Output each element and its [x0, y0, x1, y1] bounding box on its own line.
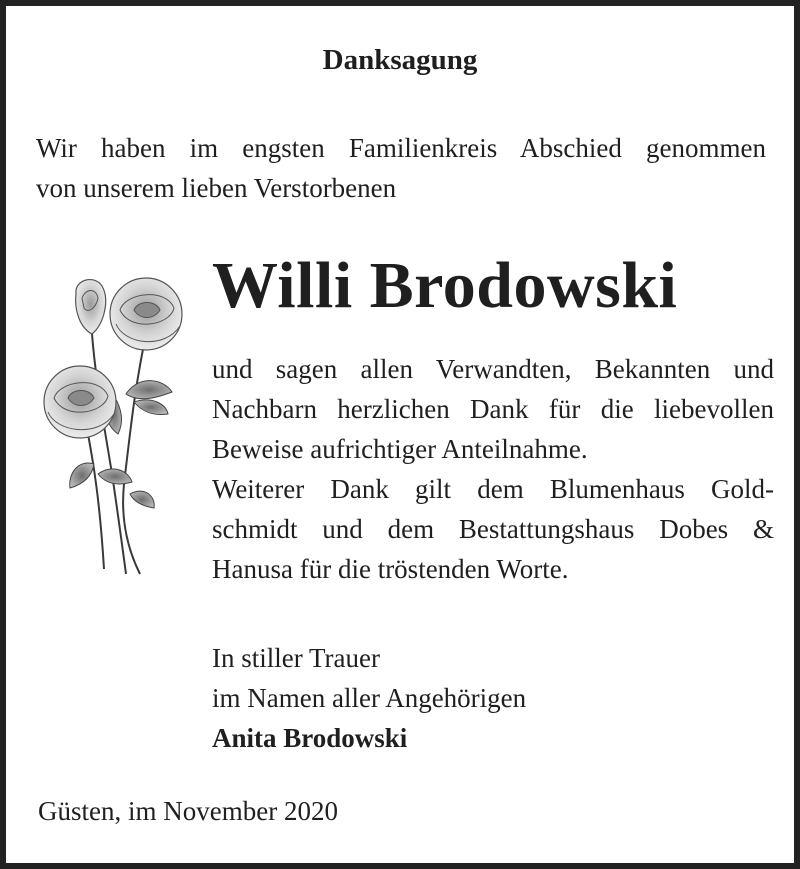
thanks-text — [212, 349, 774, 589]
intro-line: von unserem lieben Verstorbenen — [36, 173, 397, 203]
thanks-line: Weiterer Dank gilt dem Blumenhaus Gold- — [212, 474, 774, 504]
thanks-line: Hanusa für die tröstenden Worte. — [212, 554, 569, 584]
thanks-line: Beweise aufrichtiger Anteilnahme. — [212, 434, 588, 464]
thanks-line: und sagen allen Verwandten, Bekannten und — [212, 354, 774, 384]
intro-line: Wir haben im engsten Familienkreis Abschied genommen — [36, 133, 766, 163]
closing-block — [212, 638, 526, 758]
signer-name: Anita Brodowski — [212, 723, 408, 753]
deceased-name: Willi Brodowski — [212, 249, 678, 322]
roses-illustration — [34, 274, 199, 584]
closing-line: In stiller Trauer — [212, 643, 380, 673]
thanks-line: schmidt und dem Bestattungshaus Dobes & — [212, 514, 774, 544]
place-date: Güsten, im November 2020 — [38, 796, 338, 826]
intro-text — [36, 128, 766, 208]
notice-heading: Danksagung — [322, 44, 478, 76]
thanks-line: Nachbarn herzlichen Dank für die liebevollen — [212, 394, 774, 424]
closing-line: im Namen aller Angehörigen — [212, 683, 527, 713]
